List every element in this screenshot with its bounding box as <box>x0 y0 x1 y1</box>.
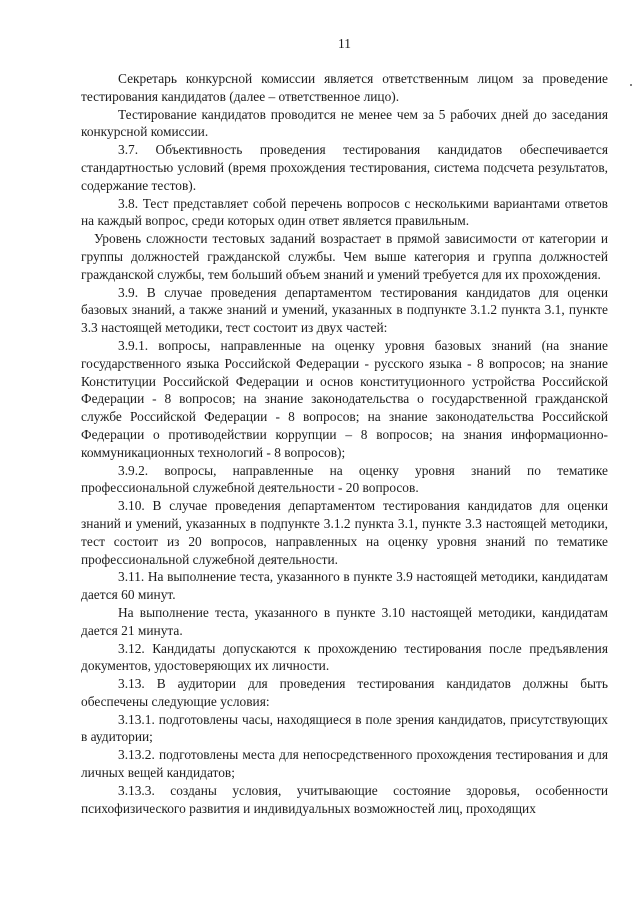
paragraph-3-13-2: 3.13.2. подготовлены места для непосредственного прохождения тестирования и для личных вещей кандидатов; <box>81 747 608 781</box>
scan-speck <box>630 84 632 86</box>
paragraph-3-9-2: 3.9.2. вопросы, направленные на оценку уровня знаний по тематике профессиональной служебной деятельности - 20 вопросов. <box>81 462 608 496</box>
paragraph-3-7: 3.7. Объективность проведения тестирования кандидатов обеспечивается стандартностью условий (время прохождения тестирования, система подсчета результатов, содержание тестов). <box>81 142 608 193</box>
paragraph-3-13: 3.13. В аудитории для проведения тестирования кандидатов должны быть обеспечены следующие условия: <box>81 676 608 709</box>
paragraph-3-12: 3.12. Кандидаты допускаются к прохождению тестирования после предъявления документов, удостоверяющих их личности. <box>81 640 608 674</box>
paragraph-3-9: 3.9. В случае проведения департаментом тестирования кандидатов для оценки базовых знаний, а также знаний и умений, указанных в подпункте 3.1.2 пункта 3.1, пункте 3.3 настоящей методики, тест состоит из двух частей: <box>81 284 608 336</box>
paragraph-3-10: 3.10. В случае проведения департаментом тестирования кандидатов для оценки знаний и умений, указанных в подпункте 3.1.2 пункта 3.1, пункте 3.3 настоящей методики, тест состоит из 20 вопросов, направленных на оценку уровня знаний по тематике профессиональной служебной деятельности. <box>81 498 608 567</box>
page-number: 11 <box>338 36 351 51</box>
paragraph-3-11-second-test: На выполнение теста, указанного в пункте 3.10 настоящей методики, кандидатам дается 21 минута. <box>81 604 608 638</box>
paragraph-testing-timing: Тестирование кандидатов проводится не менее чем за 5 рабочих дней до заседания конкурсной комиссии. <box>81 106 608 140</box>
paragraph-difficulty-level: Уровень сложности тестовых заданий возрастает в прямой зависимости от категории и группы должностей гражданской службы. Чем выше категория и группа должностей гражданской службы, тем больший объем знаний и умений требуется для их прохождения. <box>81 231 608 282</box>
paragraph-3-13-1: 3.13.1. подготовлены часы, находящиеся в поле зрения кандидатов, присутствующих в аудитории; <box>81 711 608 745</box>
paragraph-3-13-3: 3.13.3. созданы условия, учитывающие состояние здоровья, особенности психофизического развития и индивидуальных возможностей лиц, проходящих <box>81 782 608 816</box>
paragraph-secretary-responsible: Секретарь конкурсной комиссии является ответственным лицом за проведение тестирования кандидатов (далее – ответственное лицо). <box>81 71 608 104</box>
paragraph-3-8: 3.8. Тест представляет собой перечень вопросов с несколькими вариантами ответов на каждый вопрос, среди которых один ответ является правильным. <box>81 195 608 229</box>
paragraph-3-11: 3.11. На выполнение теста, указанного в пункте 3.9 настоящей методики, кандидатам дается 60 минут. <box>81 569 608 603</box>
paragraph-3-9-1: 3.9.1. вопросы, направленные на оценку уровня базовых знаний (на знание государственного языка Российской Федерации - русского языка - 8 вопросов; на знание Конституции Российской Федерации и основ конституционного устройства Российской Федерации - 8 вопросов; на знание законодательства о государственной гражданской службе Российской Федерации - 8 вопросов; на знание законодательства Российской Федерации о противодействии коррупции – 8 вопросов; на знания информационно-коммуникационных технологий - 8 вопросов); <box>81 337 608 460</box>
